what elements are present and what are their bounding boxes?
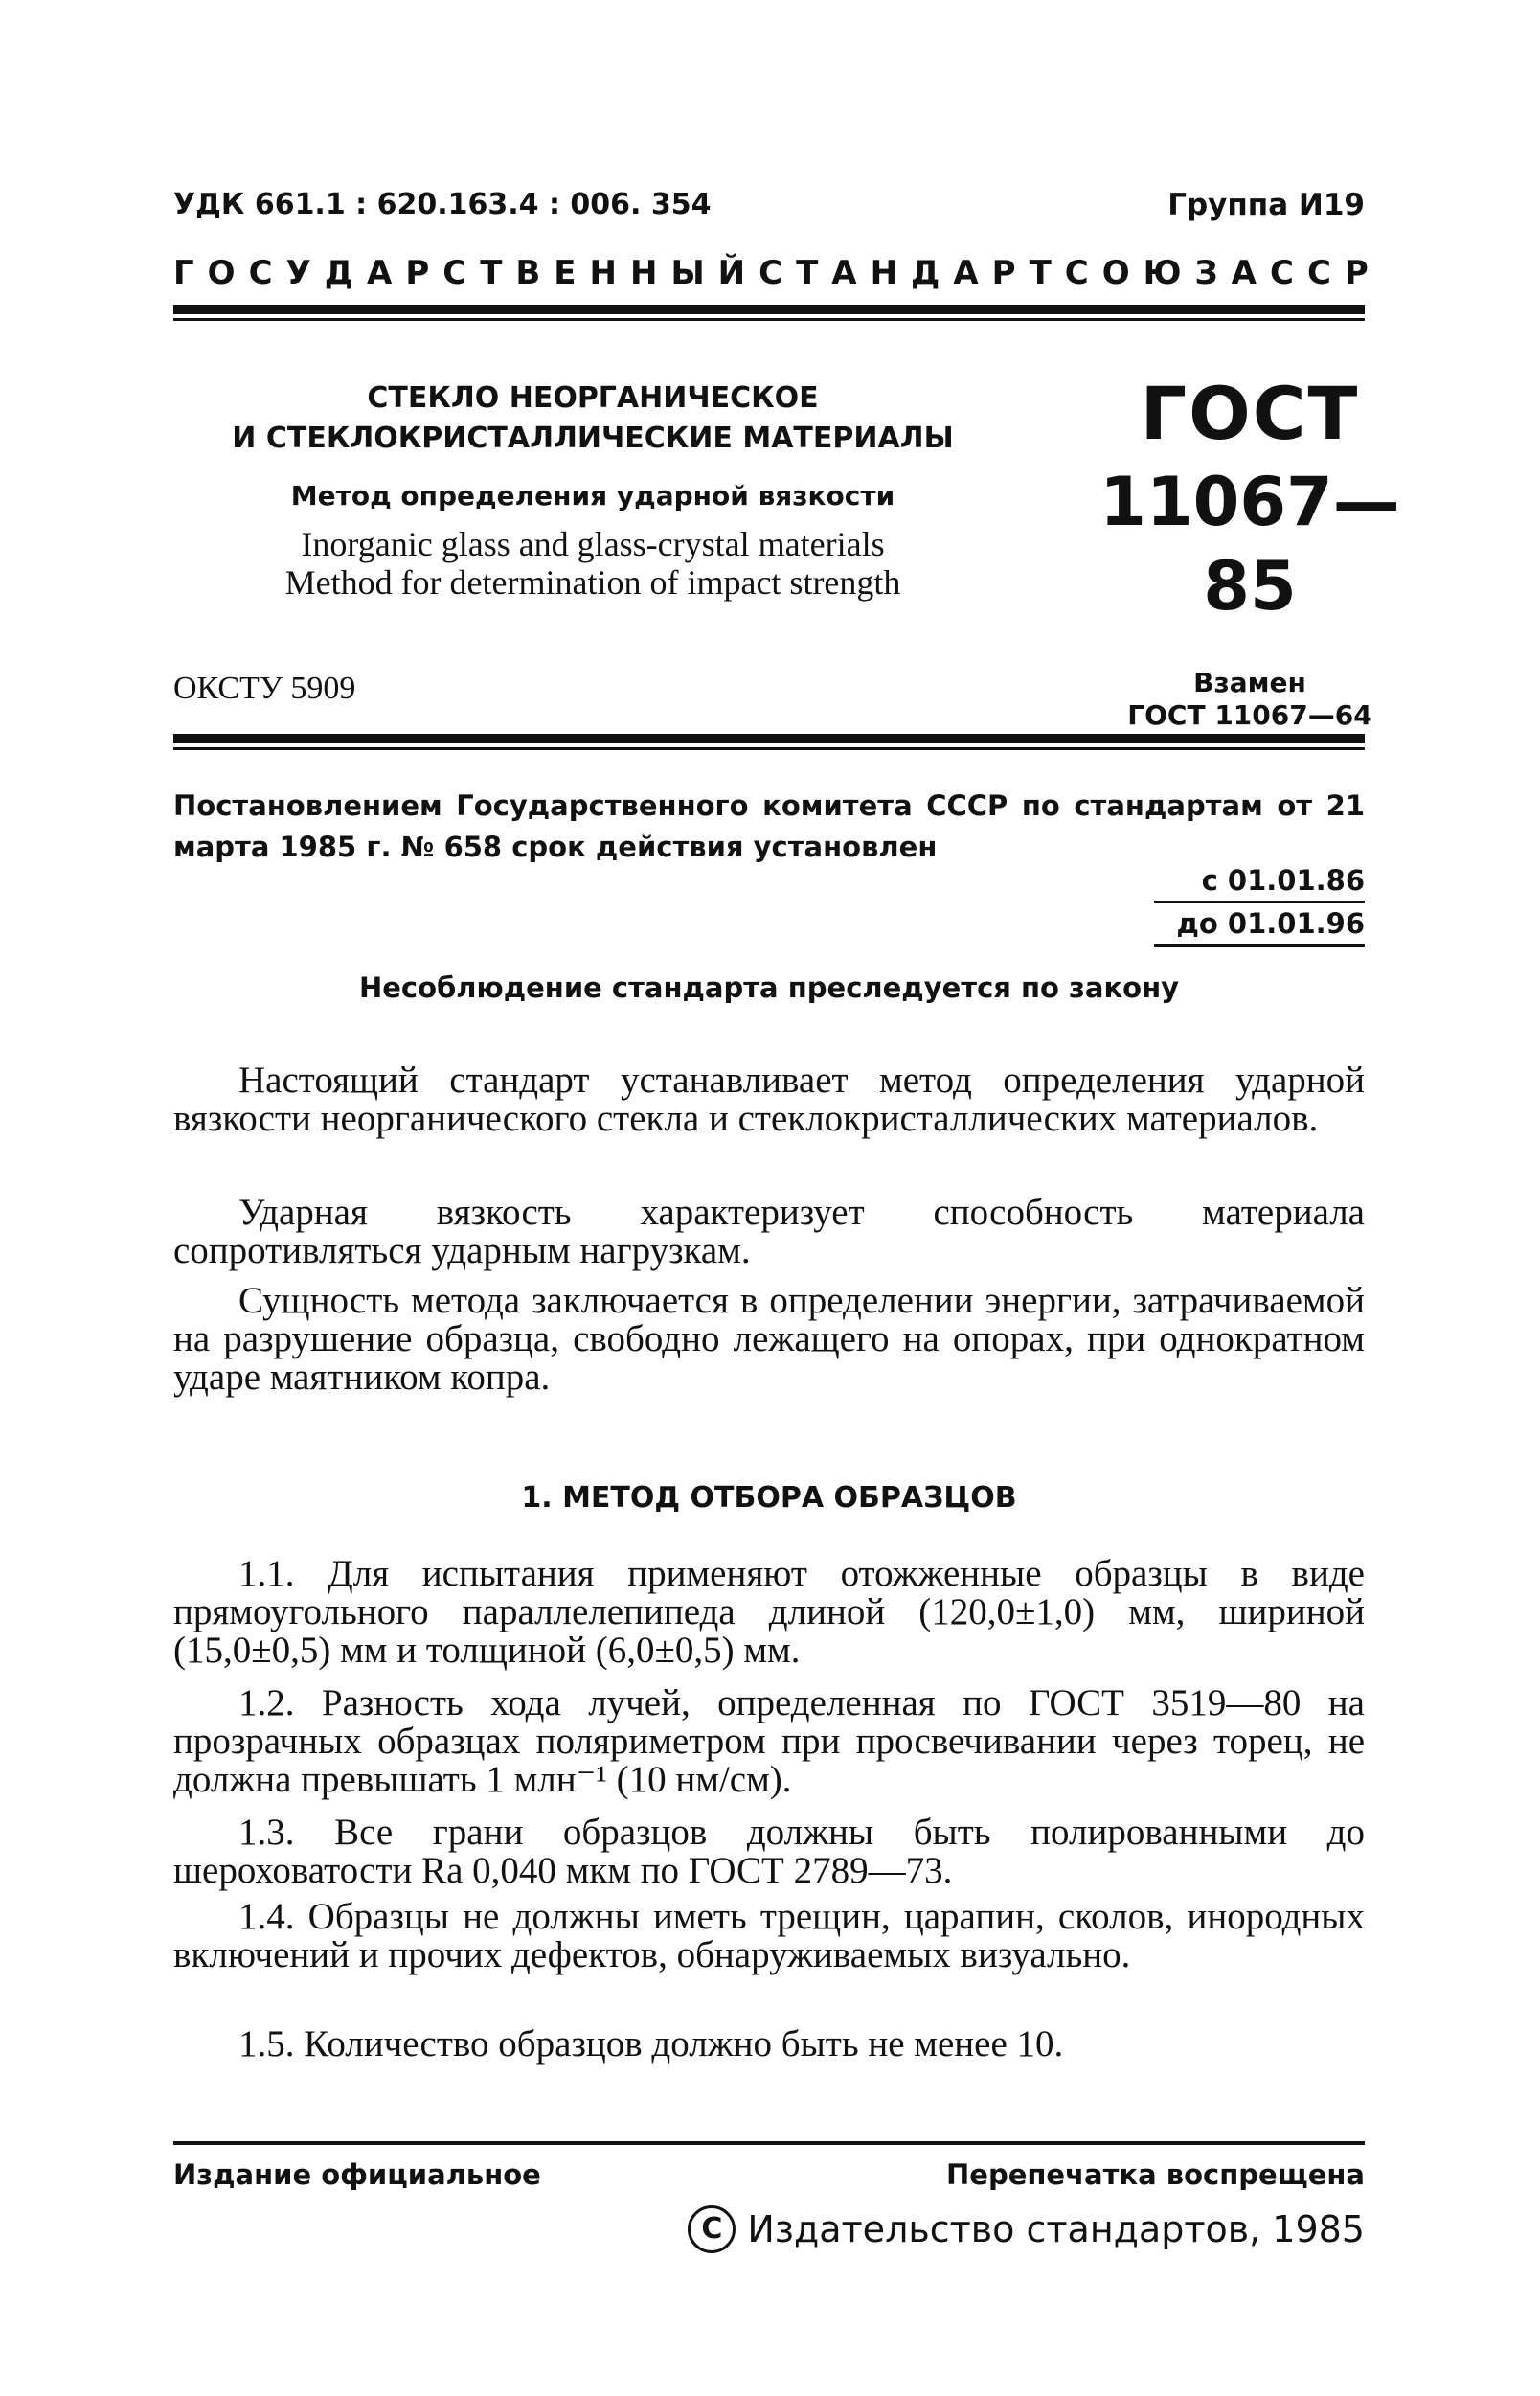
copyright-icon: C: [688, 2205, 736, 2253]
replaces-label: Взамен: [1193, 667, 1306, 698]
doc-title-line2: И СТЕКЛОКРИСТАЛЛИЧЕСКИЕ МАТЕРИАЛЫ: [232, 422, 954, 455]
date-from: с 01.01.86: [1154, 860, 1365, 903]
replaces-value: ГОСТ 11067—64: [1127, 699, 1372, 731]
clause: 1.1. Для испытания применяют отожженные образцы в виде прямоугольного параллелепипеда длиной (120,0±1,0) мм, шириной (15,0±0,5) мм и толщиной (6,0±0,5) мм.: [173, 1553, 1365, 1671]
legal-warning: Несоблюдение стандарта преследуется по закону: [358, 971, 1180, 1004]
intro-paragraph: Сущность метода заключается в определении энергии, затрачиваемой на разрушение образца, свободно лежащего на опорах, при однократном ударе маятником копра.: [173, 1280, 1365, 1398]
title-rule-thin: [173, 747, 1365, 750]
english-title-line1: Inorganic glass and glass-crystal materials: [301, 525, 885, 563]
udk-code: УДК 661.1 : 620.163.4 : 006. 354: [173, 188, 712, 221]
clause: 1.3. Все грани образцов должны быть полированными до шероховатости Ra 0,040 мкм по ГОСТ 2789—73.: [173, 1812, 1365, 1891]
state-standard-word: ГОСУДАРСТВЕННЫЙ: [173, 254, 759, 292]
clause: 1.2. Разность хода лучей, определенная по ГОСТ 3519—80 на прозрачных образцах поляриметром при просвечивании через торец, не должна превышать 1 млн⁻¹ (10 нм/см).: [173, 1682, 1365, 1800]
english-title-line2: Method for determination of impact strength: [284, 563, 901, 602]
header-rule-thin: [173, 318, 1365, 321]
gost-number: 11067—85: [1099, 463, 1400, 626]
title-block: [173, 378, 1012, 602]
oksts-code: ОКСТУ 5909: [173, 671, 356, 706]
state-standard-word: СОЮЗА: [1064, 254, 1270, 292]
decree-text: Постановлением Государственного комитета СССР по стандартам от 21 марта 1985 г. № 658 срок действия установлен: [173, 789, 1365, 863]
header-rule: [173, 305, 1365, 314]
reprint-notice: Перепечатка воспрещена: [946, 2158, 1365, 2191]
clause: 1.5. Количество образцов должно быть не менее 10.: [238, 2023, 1064, 2065]
english-title: [173, 525, 1012, 602]
official-edition: Издание официальное: [173, 2158, 541, 2191]
publisher-name: Издательство стандартов, 1985: [747, 2208, 1365, 2250]
doc-subtitle: Метод определения ударной вязкости: [290, 480, 895, 512]
state-standard-heading: [173, 254, 1382, 292]
clause: 1.4. Образцы не должны иметь трещин, царапин, сколов, инородных включений и прочих дефектов, обнаруживаемых визуально.: [173, 1896, 1365, 1975]
group-code: Группа И19: [1167, 188, 1365, 222]
gost-block: [1097, 371, 1403, 732]
gost-label: ГОСТ: [1140, 371, 1360, 456]
intro-paragraph: Ударная вязкость характеризует способность материала сопротивляться ударным нагрузкам.: [173, 1192, 1365, 1271]
state-standard-word: ССР: [1270, 254, 1382, 292]
footer-rule: [173, 2141, 1365, 2145]
validity-dates: [1154, 860, 1365, 947]
section-heading: 1. МЕТОД ОТБОРА ОБРАЗЦОВ: [521, 1481, 1017, 1515]
state-standard-word: СТАНДАРТ: [759, 254, 1065, 292]
intro-paragraph: Настоящий стандарт устанавливает метод определения ударной вязкости неорганического стекла и стеклокристаллических материалов.: [173, 1060, 1365, 1139]
date-to: до 01.01.96: [1154, 903, 1365, 947]
doc-title-line1: СТЕКЛО НЕОРГАНИЧЕСКОЕ: [367, 381, 819, 415]
publisher-line: [688, 2205, 1365, 2253]
title-rule: [173, 734, 1365, 743]
